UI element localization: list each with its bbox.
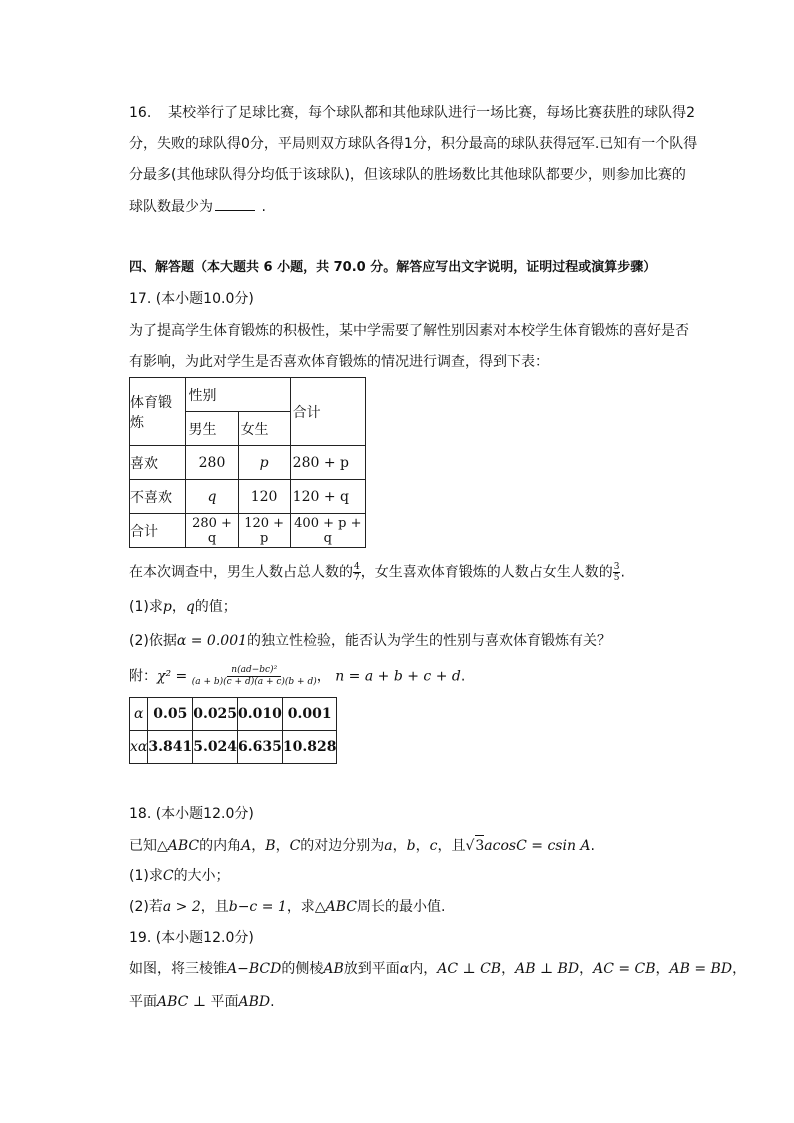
q17-part1: (1)求p，q的值；: [129, 599, 237, 615]
survey-text-2: ，女生喜欢体育锻炼的人数占女生人数的: [360, 564, 613, 581]
q16-period: .: [261, 199, 266, 215]
q16-line2: 分，失败的球队得0分，平局则双方球队各得1分，积分最高的球队获得冠军.已知有一个队得: [129, 136, 698, 152]
q16-number: 16.: [129, 105, 152, 121]
table-row: [130, 446, 366, 480]
total-header: 合计: [290, 378, 365, 446]
q16-line1: 某校举行了足球比赛，每个球队都和其他球队进行一场比赛，每场比赛获胜的球队得2: [168, 105, 696, 121]
alpha-cell: 0.001: [282, 698, 337, 731]
q19-line2: 平面ABC ⊥ 平面ABD.: [129, 994, 275, 1010]
q17-survey-line: 在本次调查中，男生人数占总人数的 $\frac{4}{7}$ ，女生喜欢体育锻炼的人数占女生人数的 $\frac{3}{5}$ .: [129, 562, 625, 583]
critical-value-table: [129, 697, 337, 764]
male-header: 男生: [186, 412, 238, 446]
cell-female: 120: [238, 480, 290, 514]
gender-header: 性别: [186, 378, 290, 412]
corner-cell: 体育锻炼: [130, 378, 186, 446]
female-header: 女生: [238, 412, 290, 446]
x-alpha-head: xα: [130, 731, 148, 764]
q18-part1: (1)求C的大小；: [129, 868, 230, 884]
value-cell: 3.841: [148, 731, 193, 764]
value-cell: 6.635: [238, 731, 283, 764]
q18-part2: (2)若a > 2，且b−c = 1，求△ABC周长的最小值.: [129, 899, 446, 915]
fraction-4-7: $\frac{4}{7}$: [354, 562, 360, 583]
q19-header: 19. (本小题12.0分): [129, 930, 254, 946]
table-row: [130, 480, 366, 514]
survey-table: [129, 377, 366, 548]
fraction-3-5: $\frac{3}{5}$: [613, 562, 620, 583]
section-4-title: 四、解答题（本大题共 6 小题，共 70.0 分。解答应写出文字说明，证明过程或演算步骤）: [129, 260, 657, 275]
alpha-cell: 0.025: [193, 698, 238, 731]
alpha-cell: 0.010: [238, 698, 283, 731]
q18-header: 18. (本小题12.0分): [129, 806, 254, 822]
q17-intro-line1: 为了提高学生体育锻炼的积极性，某中学需要了解性别因素对本校学生体育锻炼的喜好是否: [129, 323, 689, 339]
row-label: 不喜欢: [130, 480, 186, 514]
q17-header: 17. (本小题10.0分): [129, 291, 254, 307]
sqrt-sign: √: [465, 838, 475, 854]
q17-intro-line2: 有影响，为此对学生是否喜欢体育锻炼的情况进行调查，得到下表：: [129, 354, 549, 370]
answer-blank[interactable]: [215, 196, 255, 211]
cell-male: q: [186, 480, 238, 514]
q17-part2: (2)依据α = 0.001的独立性检验，能否认为学生的性别与喜欢体育锻炼有关？: [129, 633, 612, 649]
alpha-head: α: [130, 698, 148, 731]
q19-line1: 如图，将三棱锥A−BCD的侧棱AB放到平面α内，AC ⊥ CB，AB ⊥ BD，AC = CB，AB = BD，: [129, 961, 747, 977]
cell-total: 120 + q: [290, 480, 365, 514]
value-cell: 10.828: [282, 731, 337, 764]
cell-female: p: [238, 446, 290, 480]
table-row: [130, 698, 337, 731]
cell-female: 120 + p: [238, 514, 290, 548]
survey-text-1: 在本次调查中，男生人数占总人数的: [129, 564, 353, 581]
q16-line3: 分最多(其他球队得分均低于该球队)，但该球队的胜场数比其他球队都要少，则参加比赛的: [129, 167, 686, 183]
cell-total: 400 + p + q: [290, 514, 365, 548]
table-row: [130, 731, 337, 764]
cell-male: 280 + q: [186, 514, 238, 548]
table-row: [130, 514, 366, 548]
q16-line4: 球队数最少为: [129, 199, 213, 215]
row-label: 喜欢: [130, 446, 186, 480]
chi-square-fraction: $\frac{\text{n(ad−bc)²}}{(a + b)(c + d)(a + c)(b + d)}$: [191, 665, 317, 687]
cell-male: 280: [186, 446, 238, 480]
chi-square-formula: 附：χ² = $\frac{\text{n(ad−bc)²}}{(a + b)(c + d)(a + c)(b + d)}$ ， n = a + b + c + d.: [129, 665, 466, 687]
row-label: 合计: [130, 514, 186, 548]
alpha-cell: 0.05: [148, 698, 193, 731]
value-cell: 5.024: [193, 731, 238, 764]
q18-line1: 已知△ABC的内角A，B，C的对边分别为a，b，c，且√3acosC = csin A.: [129, 835, 595, 856]
cell-total: 280 + p: [290, 446, 365, 480]
